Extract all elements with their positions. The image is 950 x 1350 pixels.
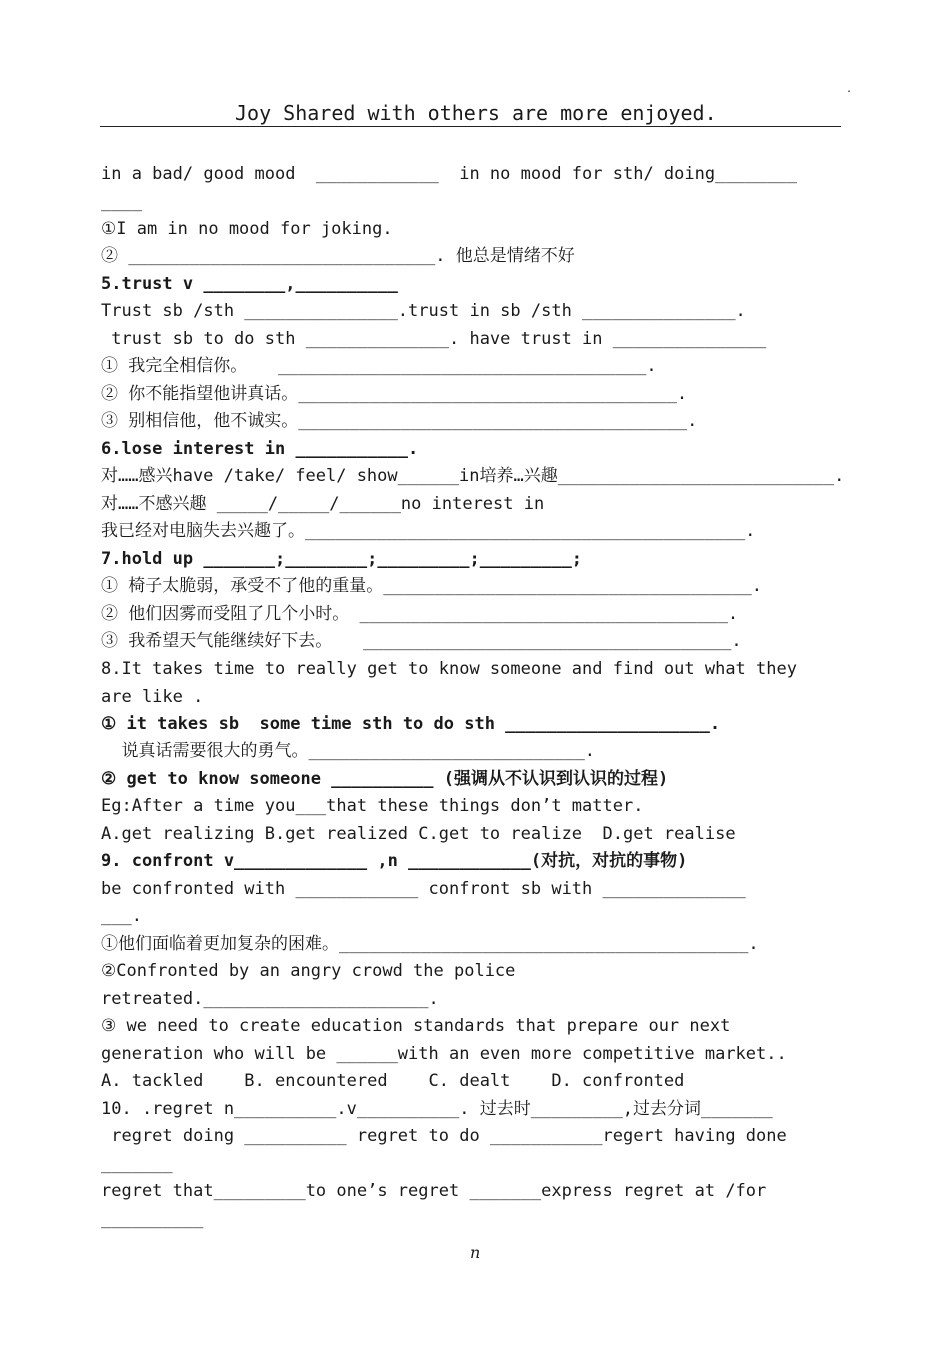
eg-options: A.get realizing B.get realized C.get to realize D.get realise [101,824,736,844]
heading-9-confront: 9. confront v_____________ ,n ____________(对抗，对抗的事物) [101,851,688,871]
heading-6-interest: 6.lose interest in ___________. [101,439,419,459]
regret-line-1-cont: _______ [101,1154,173,1174]
page-number: n [470,1243,481,1262]
regret-line-2-cont: __________ [101,1209,204,1229]
heading-8-sentence: 8.It takes time to really get to know someone and find out what they [101,659,797,679]
holdup-ex-2: ② 他们因雾而受阻了几个小时。 ____________________________________. [101,604,739,624]
line-1: in a bad/ good mood ____________ in no mood for sth/ doing________ [101,164,797,184]
line-2: ____ [101,192,142,212]
trust-ex-2: ② 你不能指望他讲真话。_____________________________________. [101,384,688,404]
confront-ex-2-cont: retreated.______________________. [101,989,439,1009]
trust-ex-1: ① 我完全相信你。 ____________________________________. [101,356,657,376]
exercise-2: ② ______________________________. 他总是情绪不好 [101,246,575,266]
interest-line-1: 对……感兴have /take/ feel/ show______in培养…兴趣___________________________. [101,466,845,486]
page-title [100,100,841,127]
trust-line-1: Trust sb /sth _______________.trust in sb /sth _______________. [101,301,746,321]
confront-ex-3-cont: generation who will be ______with an even more competitive market.. [101,1044,787,1064]
interest-ex: 我已经对电脑失去兴趣了。___________________________________________. [101,521,756,541]
confront-line-1: be confronted with ____________ confront sb with ______________ [101,879,746,899]
trust-ex-3: ③ 别相信他，他不诚实。______________________________________. [101,411,698,431]
holdup-ex-1: ① 椅子太脆弱，承受不了他的重量。____________________________________. [101,576,762,596]
page-title-text: Joy Shared with others are more enjoyed. [235,101,717,125]
eg-question: Eg:After a time you___that these things don’t matter. [101,796,644,816]
trust-line-2: trust sb to do sth ______________. have trust in _______________ [101,329,767,349]
regret-line-1: regret doing __________ regret to do ___________regert having done [101,1126,787,1146]
confront-ex-3: ③ we need to create education standards that prepare our next [101,1016,731,1036]
confront-ex-1: ①他们面临着更加复杂的困难。________________________________________. [101,934,759,954]
heading-10-regret: 10. .regret n__________.v__________. 过去时_________,过去分词_______ [101,1099,773,1119]
confront-ex-2: ②Confronted by an angry crowd the police [101,961,516,981]
example-1: ①I am in no mood for joking. [101,219,393,239]
heading-5-trust: 5.trust v ________,__________ [101,274,398,294]
heading-7-hold-up: 7.hold up _______;________;_________;_________; [101,549,583,569]
holdup-ex-3: ③ 我希望天气能继续好下去。 ____________________________________. [101,631,742,651]
takes-ex: 说真话需要很大的勇气。___________________________. [101,741,596,761]
takes-pattern: ① it takes sb some time sth to do sth ____________________. [101,714,721,734]
confront-options: A. tackled B. encountered C. dealt D. confronted [101,1071,685,1091]
heading-8-sentence-cont: are like . [101,687,204,707]
get-to-know: ② get to know someone __________ (强调从不认识到认识的过程) [101,769,669,789]
header-dot: . [846,84,853,95]
regret-line-2: regret that_________to one’s regret _______express regret at /for [101,1181,767,1201]
interest-line-2: 对……不感兴趣 _____/_____/______no interest in [101,494,545,514]
confront-line-1-cont: ___. [101,906,142,926]
